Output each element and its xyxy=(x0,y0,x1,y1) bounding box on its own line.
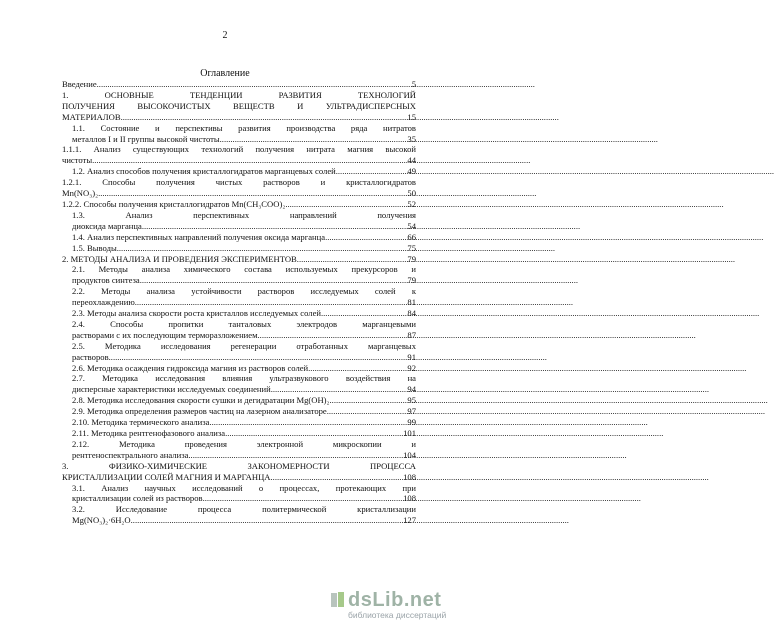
toc-entry xyxy=(62,308,416,319)
toc-entry xyxy=(62,243,416,254)
toc-entry-text: 1.5. Выводы xyxy=(72,242,117,253)
dot-leader xyxy=(271,472,403,483)
dot-leader xyxy=(297,254,407,265)
toc-entry-text: рентгеноспектрального анализа xyxy=(72,449,189,460)
toc-page-number: 104 xyxy=(403,449,416,460)
toc-entry-text: 2.8. Методика исследования скорости сушки и дегидратации Mg(OH)₂ xyxy=(72,395,330,406)
toc-entry xyxy=(62,504,416,526)
dot-leader xyxy=(285,199,406,210)
toc-entry-text: 1.3. Анализ перспективных направлений получения xyxy=(72,209,416,220)
dot-leader xyxy=(321,308,406,319)
toc-entry-text: 3. ФИЗИКО-ХИМИЧЕСКИЕ ЗАКОНОМЕРНОСТИ ПРОЦЕССА xyxy=(62,460,416,471)
toc-entry xyxy=(62,79,416,90)
toc-entry xyxy=(62,166,416,177)
dot-leader xyxy=(140,275,407,286)
toc-entry-text: 2.7. Методика исследования влияния ультразвукового воздействия на xyxy=(72,373,416,384)
dot-leader xyxy=(258,330,407,341)
toc-entry-text: 1. ОСНОВНЫЕ ТЕНДЕНЦИИ РАЗВИТИЯ ТЕХНОЛОГИЙ xyxy=(62,89,416,100)
toc-entry xyxy=(62,417,416,428)
book-icon xyxy=(330,591,346,609)
toc-page-number: 35 xyxy=(407,133,416,144)
toc-entry xyxy=(62,286,416,308)
toc-entry xyxy=(62,90,416,123)
toc-entry-text: 2.4. Способы пропитки танталовых электродов марганцевыми xyxy=(72,318,416,329)
toc-page-number: 87 xyxy=(407,329,416,340)
toc-entry-text: 2.9. Методика определения размеров частиц на лазерном анализаторе xyxy=(72,406,327,417)
toc-entry-text: 3.2. Исследование процесса политермической кристаллизации xyxy=(72,504,416,515)
toc-page-number: 99 xyxy=(407,417,416,428)
toc-entry-text: 2.6. Методика осаждения гидроксида магния из растворов солей xyxy=(72,362,309,373)
dot-leader xyxy=(308,363,406,374)
toc-page-number: 79 xyxy=(407,253,416,264)
toc-entry xyxy=(62,406,416,417)
toc-entry-text: 1.2.1. Способы получения чистых растворов и кристаллогидратов xyxy=(62,177,416,188)
toc-entry-text: продуктов синтеза xyxy=(72,275,140,286)
dot-leader xyxy=(225,428,402,439)
toc-entry xyxy=(62,254,416,265)
toc-entry xyxy=(62,483,416,505)
toc-entry-text: 1.1. Состояние и перспективы развития производства ряда нитратов xyxy=(72,122,416,133)
toc-entry xyxy=(62,319,416,341)
dot-leader xyxy=(98,188,406,199)
dot-leader xyxy=(220,134,407,145)
dot-leader xyxy=(325,232,406,243)
toc-entry-text: 1.2.2. Способы получения кристаллогидратов Mn(CH₃COO)₂ xyxy=(62,198,286,209)
toc-page-number: 95 xyxy=(407,395,416,406)
dot-leader xyxy=(330,395,407,406)
toc-entry-text: Mn(NO₃)₂ xyxy=(62,188,99,199)
toc-entry-text: 2.12. Методика проведения электронной микроскопии и xyxy=(72,438,416,449)
toc-entry xyxy=(62,363,416,374)
toc-entry xyxy=(62,232,416,243)
watermark-logo: dsLib.net xyxy=(348,589,442,611)
toc-entry-text: 1.2. Анализ способов получения кристаллогидратов марганцевых солей xyxy=(72,166,336,177)
dot-leader xyxy=(271,384,407,395)
toc-page-number: 108 xyxy=(403,471,416,482)
toc-entry-text: металлов I и II группы высокой чистоты xyxy=(72,133,220,144)
dot-leader xyxy=(327,406,407,417)
toc-entry-text: 2. МЕТОДЫ АНАЛИЗА И ПРОВЕДЕНИЯ ЭКСПЕРИМЕНТОВ xyxy=(62,253,297,264)
dot-leader xyxy=(203,493,403,504)
toc-entry xyxy=(62,341,416,363)
toc-entry-text: 2.3. Методы анализа скорости роста кристаллов исследуемых солей xyxy=(72,308,321,319)
toc-page-number: 50 xyxy=(407,188,416,199)
toc-entry xyxy=(62,461,416,483)
toc-page-number: 81 xyxy=(407,297,416,308)
toc-entry-text: МАТЕРИАЛОВ xyxy=(62,111,121,122)
dot-leader xyxy=(92,155,406,166)
toc-page-number: 92 xyxy=(407,362,416,373)
toc-entry-text: 2.2. Методы анализа устойчивости растворов исследуемых солей к xyxy=(72,286,416,297)
toc-entry-text: 2.5. Методика исследования регенерации отработанных марганцевых xyxy=(72,340,416,351)
dot-leader xyxy=(109,352,407,363)
toc-entry xyxy=(62,439,416,461)
toc-entry-text: 2.1. Методы анализа химического состава используемых прекурсоров и xyxy=(72,264,416,275)
toc-entry-text: КРИСТАЛЛИЗАЦИИ СОЛЕЙ МАГНИЯ И МАРГАНЦА xyxy=(62,471,271,482)
toc-entry xyxy=(62,144,416,166)
page-number: 2 xyxy=(222,30,228,41)
toc-page-number: 79 xyxy=(407,275,416,286)
toc-entry xyxy=(62,395,416,406)
dot-leader xyxy=(209,417,406,428)
table-of-contents xyxy=(62,79,416,526)
toc-entry xyxy=(62,199,416,210)
toc-page-number: 97 xyxy=(407,406,416,417)
toc-page-number: 84 xyxy=(407,308,416,319)
dot-leader xyxy=(121,112,407,123)
toc-page-number: 15 xyxy=(407,111,416,122)
toc-entry-text: диоксида марганца xyxy=(72,220,142,231)
toc-page-number: 44 xyxy=(407,155,416,166)
toc-page-number: 101 xyxy=(403,428,416,438)
toc-entry-text: Введение xyxy=(62,79,97,89)
toc-page-number: 108 xyxy=(403,493,416,504)
toc-page-number: 91 xyxy=(407,351,416,362)
toc-page-number: 75 xyxy=(407,242,416,253)
dot-leader xyxy=(135,297,407,308)
toc-entry-text: 1.4. Анализ перспективных направлений получения оксида марганца xyxy=(72,231,326,242)
toc-page-number: 52 xyxy=(407,198,416,209)
dot-leader xyxy=(131,515,402,526)
toc-entry-text: 3.1. Анализ научных исследований о процессах, протекающих при xyxy=(72,482,416,493)
toc-entry-text: чистоты xyxy=(62,155,93,166)
toc-entry-text: Mg(NO₃)₂·6H₂O xyxy=(72,515,131,526)
toc-entry-text: переохлаждению xyxy=(72,297,135,308)
toc-entry-text: ПОЛУЧЕНИЯ ВЫСОКОЧИСТЫХ ВЕЩЕСТВ И УЛЬТРАДИСПЕРСНЫХ xyxy=(62,100,416,111)
dot-leader xyxy=(142,221,407,232)
dot-leader xyxy=(97,79,411,90)
toc-page-number: 49 xyxy=(407,166,416,177)
toc-page-number: 94 xyxy=(407,384,416,395)
watermark xyxy=(348,589,448,633)
watermark-subtitle: библиотека диссертаций xyxy=(348,610,447,620)
toc-entry-text: 2.10. Методика термического анализа xyxy=(72,417,210,428)
toc-entry xyxy=(62,428,416,439)
toc-entry-text: 1.1.1. Анализ существующих технологий получения нитрата магния высокой xyxy=(62,144,416,155)
toc-entry xyxy=(62,373,416,395)
toc-page-number: 5 xyxy=(411,79,416,89)
toc-page-number: 54 xyxy=(407,220,416,231)
toc-entry-text: 2.11. Методика рентгенофазового анализа xyxy=(72,428,226,438)
toc-entry xyxy=(62,177,416,199)
toc-entry-text: растворов xyxy=(72,351,109,362)
toc-entry-text: кристаллизации солей из растворов xyxy=(72,493,203,504)
toc-entry xyxy=(62,123,416,145)
toc-page-number: 66 xyxy=(407,231,416,242)
dot-leader xyxy=(117,243,407,254)
dot-leader xyxy=(336,166,407,177)
toc-page-number: 127 xyxy=(403,515,416,526)
dot-leader xyxy=(188,450,402,461)
toc-entry xyxy=(62,210,416,232)
toc-entry xyxy=(62,264,416,286)
toc-title: Оглавление xyxy=(200,68,250,79)
toc-entry-text: дисперсные характеристики исследуемых соединений xyxy=(72,384,271,395)
toc-entry-text: растворами с их последующим терморазложением xyxy=(72,329,258,340)
